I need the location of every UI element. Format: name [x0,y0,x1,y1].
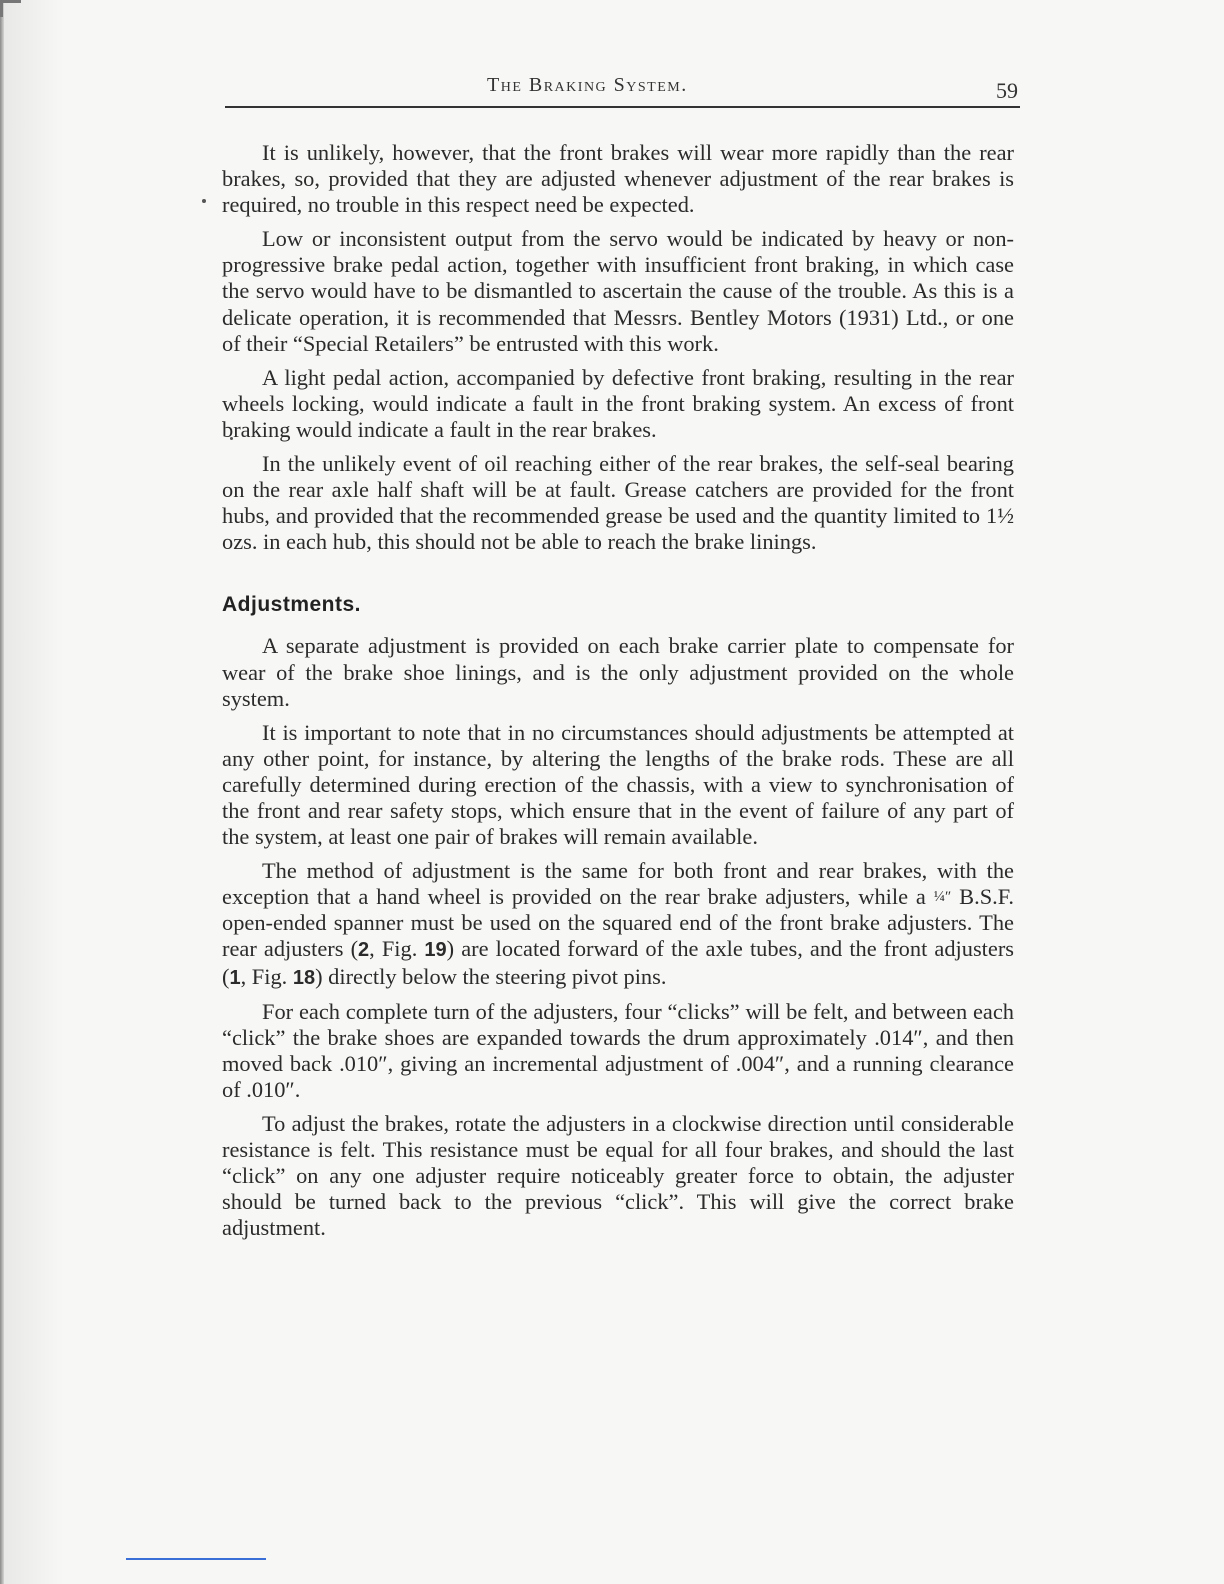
bottom-rule [126,1558,266,1560]
paragraph: A separate adjustment is provided on each brake carrier plate to compensate for wear of the brake shoe linings, and is the only adjustment provided on the whole system. [222,633,1014,711]
section-heading: Adjustments. [222,593,362,617]
paragraph: A light pedal action, accompanied by defective front braking, resulting in the rear wheels locking, would indicate a fault in the front braking system. An excess of front braking would indicate a fault in the rear brakes. [222,364,1014,442]
running-head: The Braking System. [487,74,688,96]
page-header [225,72,1020,108]
paragraph: Low or inconsistent output from the servo would be indicated by heavy or non-progressive brake pedal action, together with insufficient front braking, in which case the servo would have to be dismantled to ascertain the cause of the trouble. As this is a delicate operation, it is recommended that Messrs. Bentley Motors (1931) Ltd., or one of their “Special Retailers” be entrusted with this work. [222,226,1014,356]
paragraph: To adjust the brakes, rotate the adjusters in a clockwise direction until considerable resistance is felt. This resistance must be equal for all four brakes, and should the last “click” on any one adjuster require noticeably greater force to obtain, the adjuster should be turned back to the previous “click”. This will give the correct brake adjustment. [222,1111,1014,1241]
text-run: , Fig. [240,963,293,989]
paragraph: It is important to note that in no circumstances should adjustments be attempted at any other point, for instance, by altering the lengths of the brake rods. These are all carefully determined during erection of the chassis, with a view to synchronisation of the front and rear safety stops, which ensure that in the event of failure of any part of the system, at least one pair of brakes will remain available. [222,719,1014,850]
text-run: ) directly below the steering pivot pins. [315,963,667,989]
stray-mark [202,199,206,203]
text-run: The method of adjustment is the same for both front and rear brakes, with the exception that a hand wheel is provided on the rear brake adjusters, while a [222,858,1014,910]
figure-number: 18 [292,966,316,989]
page-body [222,140,1014,1249]
paragraph: It is unlikely, however, that the front brakes will wear more rapidly than the rear brakes, so, provided that they are adjusted whenever adjustment of the rear brakes is required, no trouble in this respect need be expected. [222,140,1014,218]
fraction: ¼″ [933,889,952,906]
figure-number: 19 [424,939,447,962]
scan-corner-mark [0,0,21,17]
scan-shadow [4,0,64,1584]
text-run: ) are located forward of the axle tubes, and the front adjusters ( [222,936,1014,989]
figure-item-number: 1 [229,966,241,989]
paragraph [222,858,1014,990]
paragraph: In the unlikely event of oil reaching either of the rear brakes, the self-seal bearing on the rear axle half shaft will be at fault. Grease catchers are provided for the front hubs, and provided that the recommended grease be used and the quantity limited to 1½ ozs. in each hub, this should not be able to reach the brake linings. [222,451,1014,555]
figure-item-number: 2 [358,939,370,962]
paragraph: For each complete turn of the adjusters, four “clicks” will be felt, and between each “click” the brake shoes are expanded towards the drum approximately .014″, and then moved back .010″, giving an incremental adjustment of .004″, and a running clearance of .010″. [222,998,1014,1102]
text-run: B.S.F. open-ended spanner must be used on the squared end of the front brake adjusters. The rear adjusters ( [222,884,1015,962]
page-number: 59 [996,78,1018,103]
text-run: , Fig. [369,936,425,962]
